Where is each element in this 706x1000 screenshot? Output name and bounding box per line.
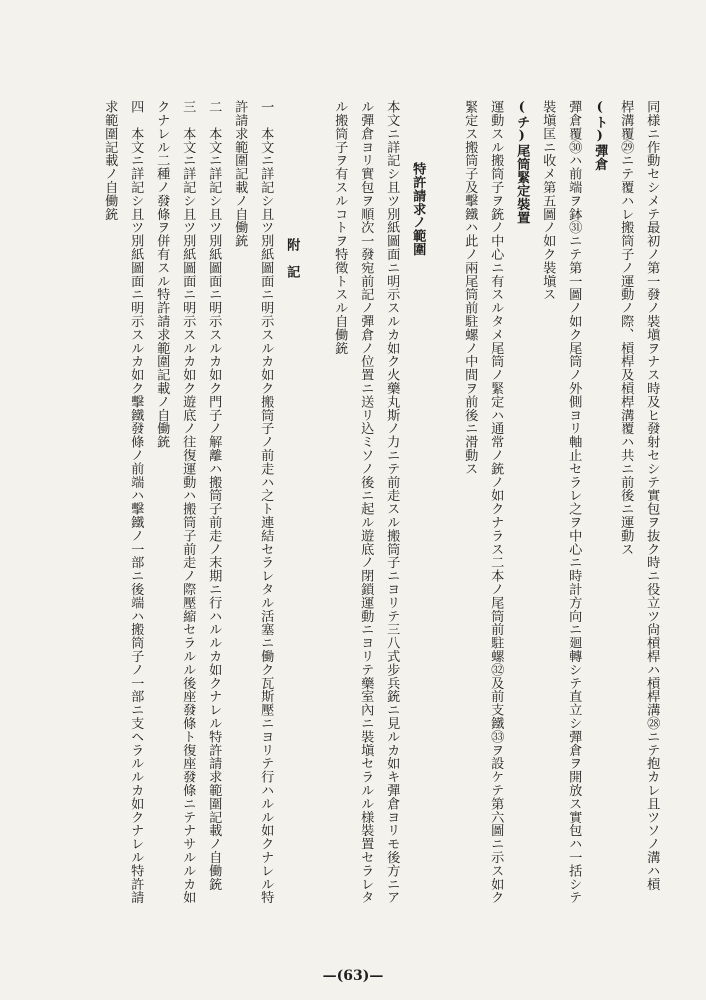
- text-line-8: 緊定ス搬筒子及擊鐵ハ此ノ兩尾筒前駐螺ノ中間ヲ前後ニ滑動ス: [462, 100, 478, 476]
- page-number: —(63)—: [322, 968, 384, 984]
- appendix-item-3-cont: クナレル二種ノ發條ヲ併有スル特許請求範圍記載ノ自働銃: [154, 100, 170, 449]
- appendix-heading: 附 記: [284, 238, 300, 279]
- text-line-11: ル彈倉ヨリ實包ヲ順次一發宛前記ノ彈倉ノ位置ニ送リ込ミソノ後ニ起ル遊底ノ閉鎖運動ニヨリテ藥室內ニ裝塡セラルル様裝置セラレタ: [358, 100, 374, 904]
- text-line-1: 同様ニ作動セシメテ最初ノ第一發ノ裝塡ヲナス時及ヒ發射セシテ實包ヲ抜ク時ニ役立ツ尙槓桿ハ槓桿溝㉘ニテ抱カレ且ツソノ溝ハ槓: [644, 100, 660, 891]
- text-line-4: 彈倉覆㉚ハ前端ヲ鉢㉛ニテ第一圖ノ如ク尾筒ノ外側ヨリ軸止セラレ之ヲ中心ニ時計方向ニ廻轉シテ直立シ彈倉ヲ開放ス實包ハ一括シテ: [566, 100, 582, 904]
- appendix-item-4-cont: 求範圍記載ノ自働銃: [102, 100, 118, 221]
- section-heading-receiver-clamp: (チ)尾筒緊定裝置: [514, 100, 530, 225]
- appendix-item-1-cont: 許請求範圍記載ノ自働銃: [232, 100, 248, 248]
- appendix-item-1: 一 本文ニ詳記シ且ツ別紙圖面ニ明示スルカ如ク搬筒子ノ前走ハ之ト連結セラレタル活塞ニ働ク瓦斯壓ニヨリテ行ハルル如クナレル特: [258, 100, 274, 904]
- text-line-5: 裝塡匡ニ收メ第五圖ノ如ク裝塡ス: [540, 100, 556, 301]
- appendix-item-2: 二 本文ニ詳記シ且ツ別紙圖面ニ明示スルカ如ク門子ノ解離ハ搬筒子前走ノ末期ニ行ハルルカ如クナレル特許請求範圍記載ノ自働銃: [206, 100, 222, 891]
- text-line-10: 本文ニ詳記シ且ツ別紙圖面ニ明示スルカ如ク火藥丸斯ノ力ニテ前走スル搬筒子ニヨリテ三八式步兵銃ニ見ルカ如キ彈倉ヨリモ後方ニア: [384, 100, 400, 904]
- text-line-7: 運動スル搬筒子ヲ銃ノ中心ニ有スルタメ尾筒ノ緊定ハ通常ノ銃ノ如クナラス二本ノ尾筒前駐螺㉜及前支鐵㉝ヲ設ケテ第六圖ニ示ス如ク: [488, 100, 504, 904]
- section-heading-magazine: (ト)彈倉: [592, 100, 608, 171]
- text-line-2: 桿溝覆㉙ニテ覆ハレ搬筒子ノ運動ノ際、槓桿及槓桿溝覆ハ共ニ前後ニ運動ス: [618, 100, 634, 556]
- text-line-12: ル搬筒子ヲ有スルコトヲ特徵トスル自働銃: [332, 100, 348, 355]
- appendix-item-3: 三 本文ニ詳記シ且ツ別紙圖面ニ明示スルカ如ク遊底ノ往復運動ハ搬筒子前走ノ際壓縮セラルル後座發條ト復座發條ニテナサルルカ如: [180, 100, 196, 904]
- appendix-item-4: 四 本文ニ詳記シ且ツ別紙圖面ニ明示スルカ如ク擊鐵發條ノ前端ハ擊鐵ノ一部ニ後端ハ搬筒子ノ一部ニ支ヘラルルカ如クナレル特許請: [128, 100, 144, 904]
- claims-heading: 特許請求ノ範圍: [410, 162, 426, 256]
